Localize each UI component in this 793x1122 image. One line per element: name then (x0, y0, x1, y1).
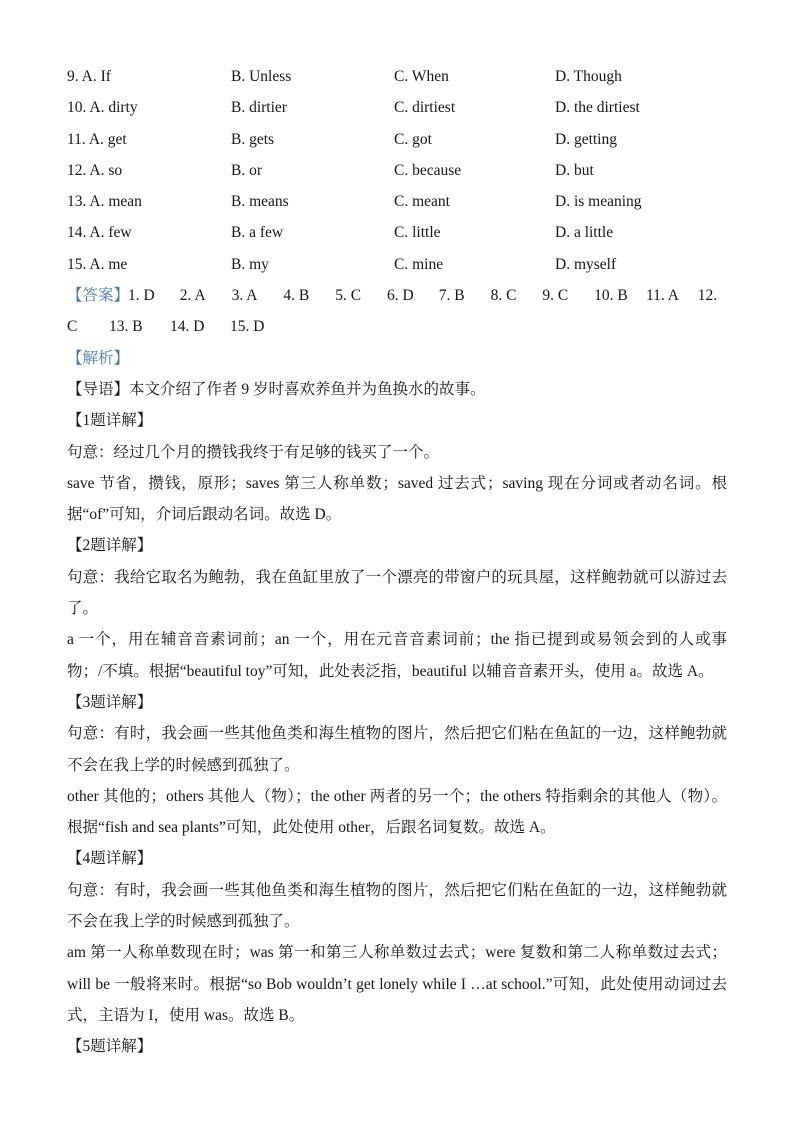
analysis-heading (67, 343, 727, 374)
option-row-12 (67, 155, 727, 186)
answer-item: 7. B (438, 287, 465, 305)
option-row-15 (67, 249, 727, 280)
answer-item: 13. B (109, 318, 143, 336)
options-table (67, 61, 727, 280)
option-a: 11. A. get (67, 130, 127, 148)
option-row-10 (67, 92, 727, 123)
option-c: C. dirtiest (394, 99, 456, 117)
answer-item: 14. D (170, 318, 205, 336)
option-a: 14. A. few (67, 224, 132, 242)
option-d: D. the dirtiest (555, 99, 640, 117)
option-c: C. meant (394, 193, 450, 211)
option-d: D. myself (555, 255, 617, 273)
explanation-4 (67, 843, 727, 1031)
explanation-title: 【1题详解】 (67, 412, 153, 430)
option-a: 9. A. If (67, 68, 111, 85)
explanation-2 (67, 530, 727, 686)
option-a: 10. A. dirty (67, 99, 138, 117)
explanation-paragraph: a 一个，用在辅音音素词前；an 一个，用在元音音素词前；the 指已提到或易领会到的人或事物；/不填。根据“beautiful toy”可知，此处表泛指，beautiful 以辅音音素开头，使用 a。故选 A。 (67, 631, 727, 680)
option-row-13 (67, 186, 727, 217)
option-b: B. or (231, 161, 262, 179)
intro-line (67, 374, 727, 405)
option-d: D. but (555, 161, 594, 179)
option-c: C. got (394, 130, 432, 148)
answer-line-1 (67, 280, 727, 311)
answer-block (67, 280, 727, 343)
explanation-1 (67, 405, 727, 530)
answer-item: 15. D (230, 318, 265, 336)
explanation-paragraph: other 其他的；others 其他人（物）；the other 两者的另一个；the others 特指剩余的其他人（物）。根据“fish and sea plants”可知，此处使用 other，后跟名词复数。故选 A。 (67, 787, 727, 837)
option-c: C. because (394, 161, 462, 179)
option-c: C. When (394, 68, 449, 85)
option-a: 12. A. so (67, 161, 123, 179)
answer-item: C (67, 318, 78, 336)
answers-label: 【答案】 (67, 287, 130, 305)
option-b: B. a few (231, 224, 284, 242)
answer-item: 12. (697, 287, 718, 305)
option-c: C. little (394, 224, 441, 242)
explanation-title: 【3题详解】 (67, 693, 153, 711)
explanation-paragraph: 句意：有时，我会画一些其他鱼类和海生植物的图片，然后把它们粘在鱼缸的一边，这样鲍勃就不会在我上学的时候感到孤独了。 (67, 881, 727, 931)
explanation-paragraph: 句意：我给它取名为鲍勃，我在鱼缸里放了一个漂亮的带窗户的玩具屋，这样鲍勃就可以游过去了。 (67, 568, 727, 618)
option-row-11 (67, 124, 727, 155)
explanation-title: 【2题详解】 (67, 537, 153, 555)
option-c: C. mine (394, 255, 444, 273)
answer-item: 6. D (386, 287, 414, 305)
answer-item: 2. A (179, 287, 206, 305)
intro-label: 【导语】 (67, 380, 130, 398)
option-b: B. my (231, 255, 269, 273)
option-a: 13. A. mean (67, 193, 142, 211)
option-b: B. dirtier (231, 99, 287, 117)
answer-item: 1. D (128, 287, 155, 305)
option-row-9 (67, 61, 727, 92)
option-row-14 (67, 217, 727, 248)
option-d: D. Though (555, 68, 622, 85)
answer-item: 11. A (645, 287, 679, 305)
option-d: D. a little (555, 224, 614, 242)
option-b: B. means (231, 193, 289, 211)
answer-item: 8. C (490, 287, 517, 305)
answer-item: 5. C (335, 287, 362, 305)
option-b: B. gets (231, 130, 275, 148)
explanation-paragraph: 句意：经过几个月的攒钱我终于有足够的钱买了一个。 (67, 443, 440, 461)
explanation-title: 【4题详解】 (67, 850, 153, 868)
explanation-paragraph: save 节省，攒钱，原形；saves 第三人称单数；saved 过去式；saving 现在分词或者动名词。根据“of”可知，介词后跟动名词。故选 D。 (67, 474, 727, 524)
answer-line-2 (67, 311, 727, 342)
option-a: 15. A. me (67, 255, 128, 273)
answer-item: 9. C (542, 287, 569, 305)
answer-item: 4. B (283, 287, 310, 305)
explanation-title: 【5题详解】 (67, 1038, 153, 1056)
option-d: D. is meaning (555, 193, 642, 211)
explanation-paragraph: 句意：有时，我会画一些其他鱼类和海生植物的图片，然后把它们粘在鱼缸的一边，这样鲍勃就不会在我上学的时候感到孤独了。 (67, 725, 727, 774)
option-b: B. Unless (231, 68, 292, 85)
explanation-5 (67, 1031, 727, 1062)
answer-item: 3. A (231, 287, 258, 305)
intro-text: 本文介绍了作者 9 岁时喜欢养鱼并为鱼换水的故事。 (129, 380, 486, 398)
analysis-label: 【解析】 (67, 349, 130, 367)
explanation-paragraph: am 第一人称单数现在时；was 第一和第三人称单数过去式；were 复数和第二人称单数过去式；will be 一般将来时。根据“so Bob wouldn’t get lonely while I …at school.”可知，此处使用动词过去式，主语为 I，使用 was。故选 B。 (67, 944, 727, 1024)
option-d: D. getting (555, 130, 617, 148)
answer-item: 10. B (594, 287, 628, 305)
explanation-3 (67, 687, 727, 843)
